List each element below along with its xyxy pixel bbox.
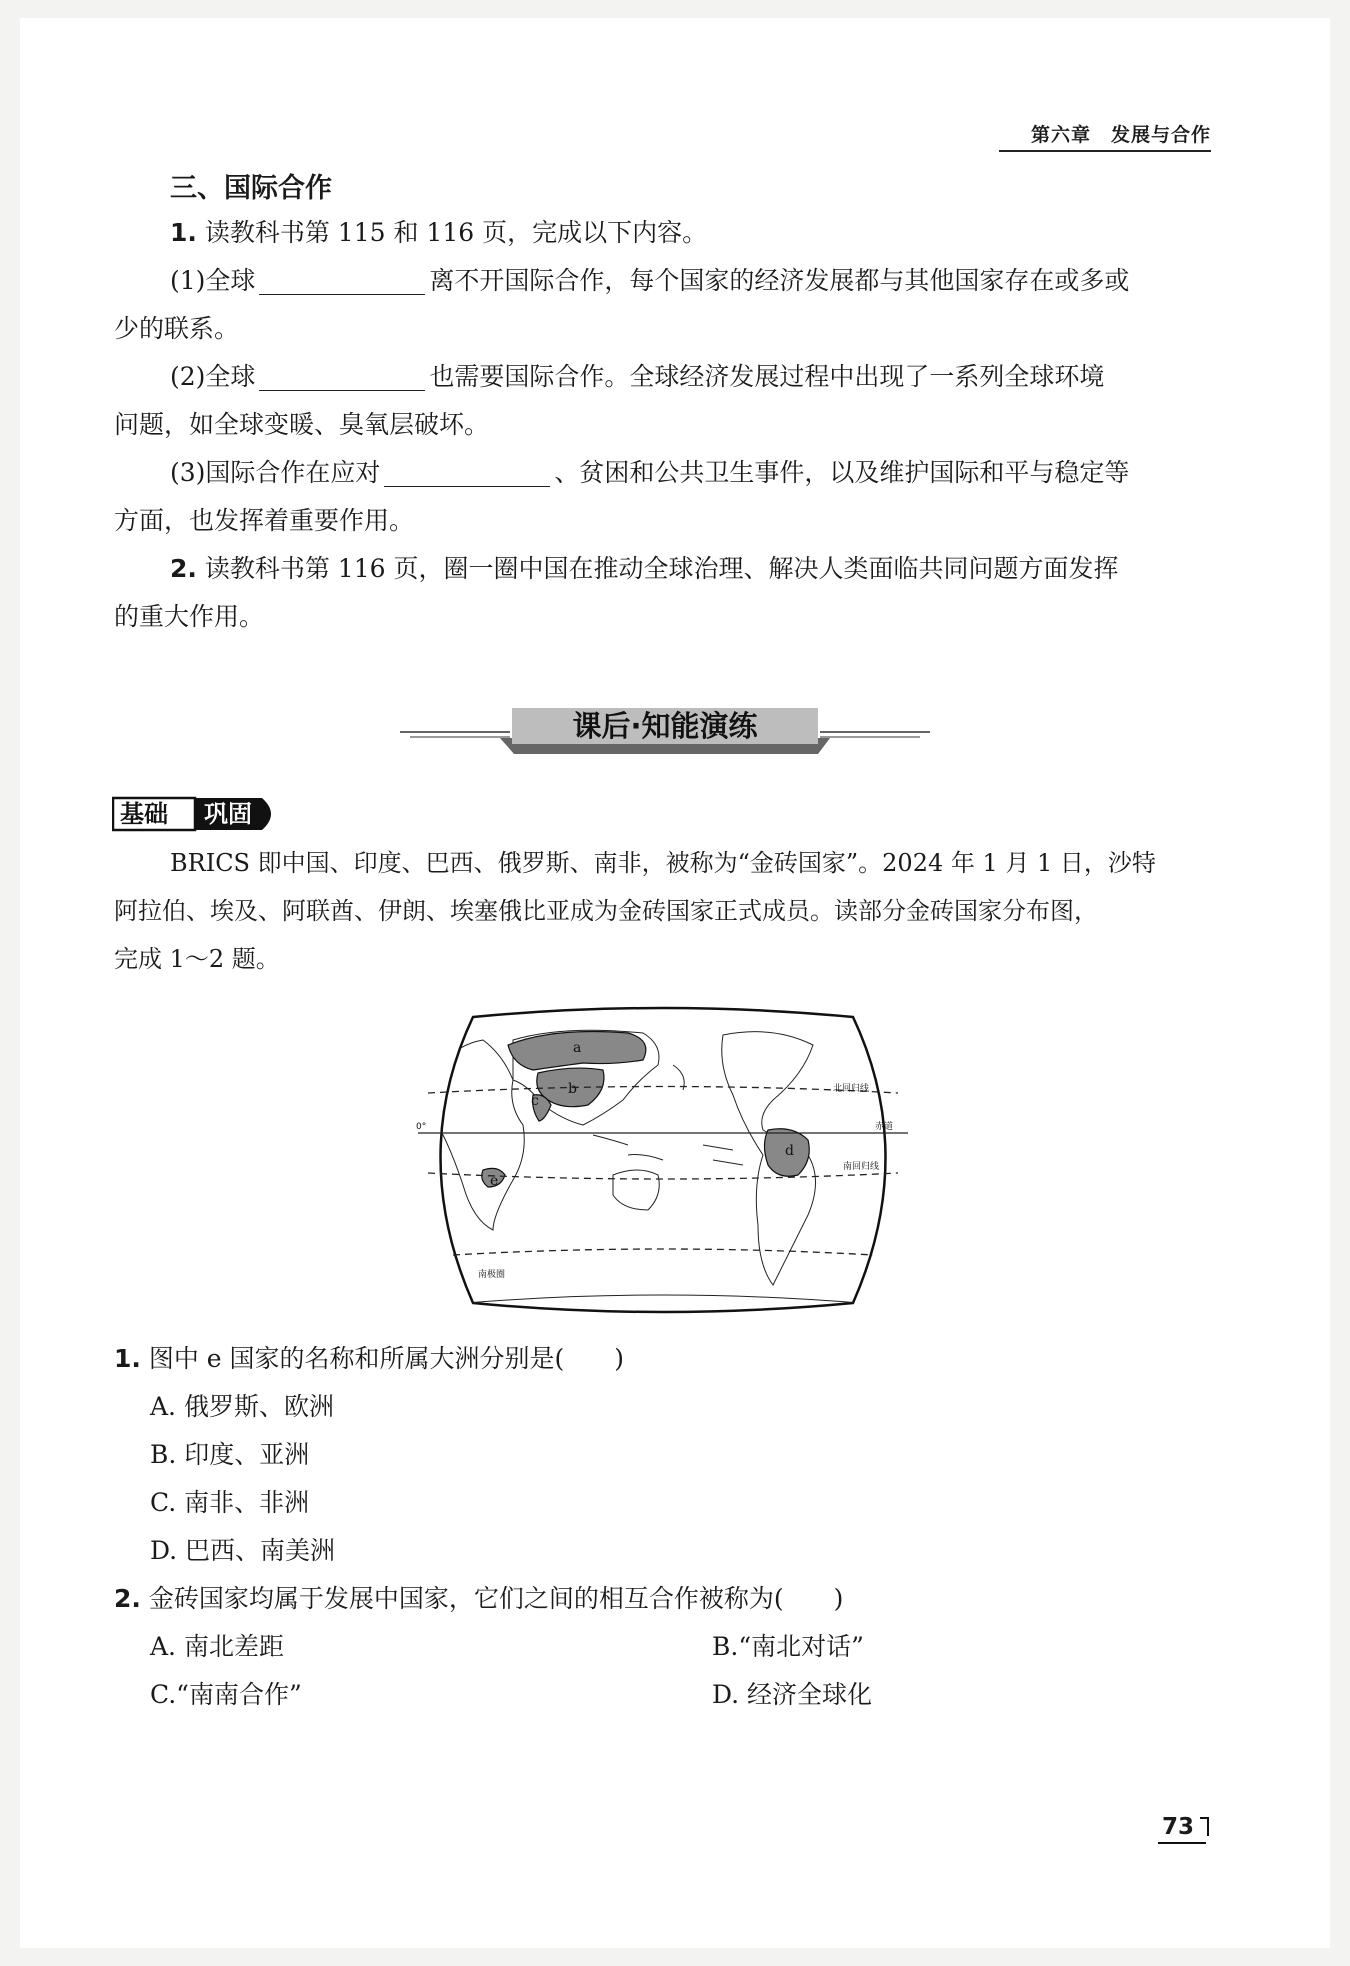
p3-rest: 、贫困和公共卫生事件，以及维护国际和平与稳定等 — [554, 458, 1130, 487]
tag-part1: 基础 — [120, 800, 168, 828]
q2-text: 读教科书第 116 页，圈一圈中国在推动全球治理、解决人类面临共同问题方面发挥 — [204, 554, 1119, 583]
q-num-1: 1. — [114, 1344, 141, 1373]
p1-line — [170, 264, 1129, 298]
label-equator: 赤道 — [875, 1122, 894, 1132]
q2-number: 2. — [170, 554, 197, 583]
q1-option-d[interactable]: D. 巴西、南美洲 — [150, 1536, 336, 1565]
label-a: a — [573, 1040, 582, 1056]
q2-option-c[interactable]: C.“南南合作” — [150, 1680, 302, 1709]
p3-line — [170, 456, 1129, 490]
section-title: 三、国际合作 — [170, 173, 332, 204]
p3-blank[interactable] — [384, 460, 550, 487]
page-number-text: 73 — [1162, 1814, 1195, 1840]
label-c: c — [531, 1093, 539, 1109]
page-number — [1162, 1814, 1194, 1840]
p2-rest: 也需要国际合作。全球经济发展过程中出现了一系列全球环境 — [429, 362, 1105, 391]
q2-line — [170, 552, 1118, 586]
q1-number: 1. — [170, 218, 197, 247]
label-b: b — [568, 1081, 577, 1097]
basic-tag — [112, 796, 282, 836]
page-bracket — [1198, 1814, 1212, 1840]
q2-option-a[interactable]: A. 南北差距 — [150, 1632, 284, 1661]
label-tropic-south: 南回归线 — [843, 1162, 880, 1172]
world-map — [413, 1005, 913, 1319]
intro-line-2: 阿拉伯、埃及、阿联酋、伊朗、埃塞俄比亚成为金砖国家正式成员。读部分金砖国家分布图， — [114, 897, 1098, 925]
label-d: d — [785, 1143, 794, 1159]
tag-part2: 巩固 — [204, 800, 252, 828]
q-stem-1: 图中 e 国家的名称和所属大洲分别是( ) — [148, 1344, 625, 1373]
label-antarctic: 南极圈 — [478, 1270, 506, 1280]
question-2 — [114, 1582, 843, 1616]
p2-cont: 问题，如全球变暖、臭氧层破坏。 — [114, 410, 490, 439]
q-stem-2: 金砖国家均属于发展中国家，它们之间的相互合作被称为( ) — [148, 1584, 844, 1613]
q1-option-b[interactable]: B. 印度、亚洲 — [150, 1440, 310, 1469]
q2-cont: 的重大作用。 — [114, 602, 265, 631]
q1-line — [170, 216, 707, 250]
label-zero: 0° — [416, 1122, 427, 1132]
label-e: e — [490, 1173, 499, 1189]
q2-option-d[interactable]: D. 经济全球化 — [712, 1680, 873, 1709]
intro-line-1: BRICS 即中国、印度、巴西、俄罗斯、南非，被称为“金砖国家”。2024 年 1 月 1 日，沙特 — [170, 849, 1156, 877]
p2-blank[interactable] — [259, 364, 425, 391]
q1-option-c[interactable]: C. 南非、非洲 — [150, 1488, 310, 1517]
q-num-2: 2. — [114, 1584, 141, 1613]
q1-text: 读教科书第 115 和 116 页，完成以下内容。 — [204, 218, 708, 247]
p1-blank[interactable] — [259, 268, 425, 295]
p1-rest: 离不开国际合作，每个国家的经济发展都与其他国家存在或多或 — [429, 266, 1130, 295]
section-banner — [400, 700, 930, 760]
intro-line-3: 完成 1～2 题。 — [114, 945, 280, 973]
p2-lead: (2)全球 — [170, 362, 256, 391]
p2-line — [170, 360, 1104, 394]
chapter-header: 第六章 发展与合作 — [999, 120, 1211, 152]
p3-cont: 方面，也发挥着重要作用。 — [114, 506, 415, 535]
page-underline — [1158, 1842, 1206, 1844]
p1-cont: 少的联系。 — [114, 314, 240, 343]
q1-option-a[interactable]: A. 俄罗斯、欧洲 — [150, 1392, 334, 1421]
question-1 — [114, 1342, 624, 1376]
banner-title: 课后·知能演练 — [572, 709, 758, 743]
p1-lead: (1)全球 — [170, 266, 256, 295]
q2-option-b[interactable]: B.“南北对话” — [712, 1632, 864, 1661]
label-tropic-north: 北回归线 — [833, 1084, 870, 1094]
world-map-svg — [413, 1005, 913, 1315]
p3-lead: (3)国际合作在应对 — [170, 458, 381, 487]
